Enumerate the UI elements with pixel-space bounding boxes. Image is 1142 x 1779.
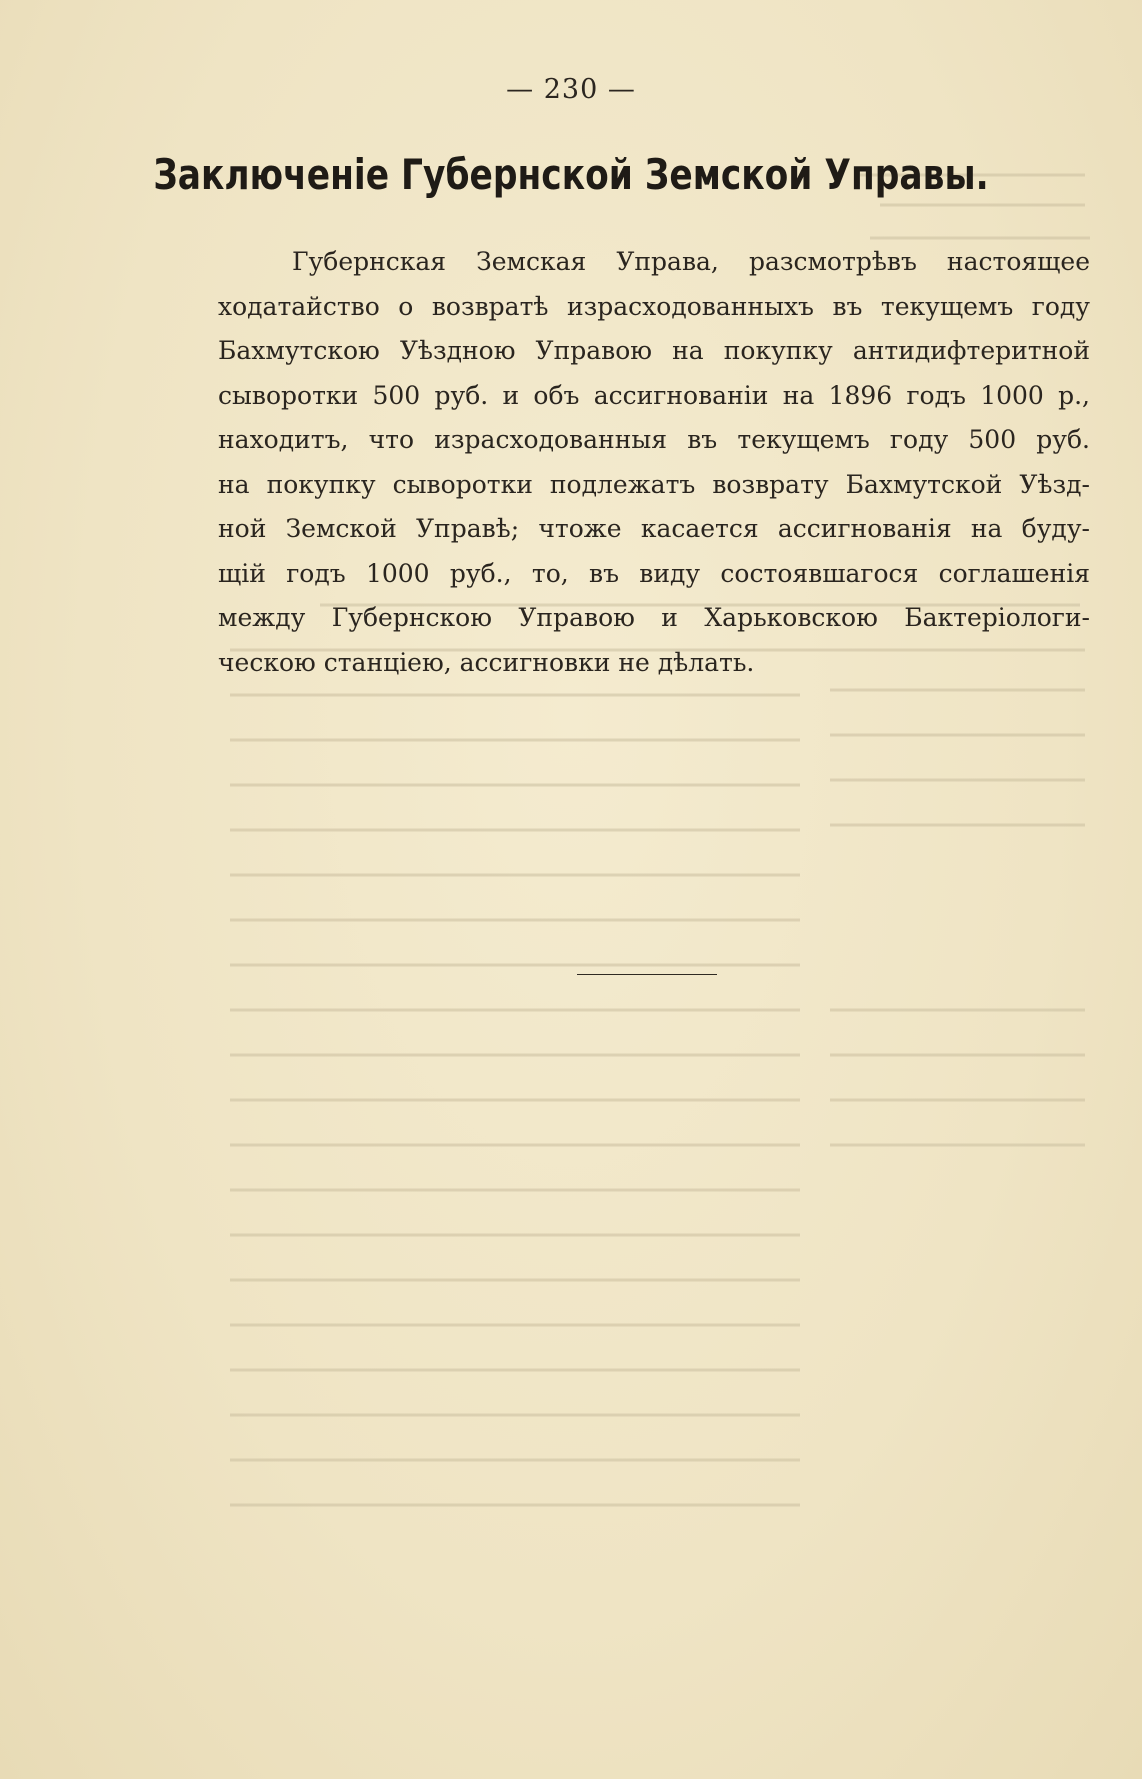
paragraph-line: между Губернскою Управою и Харьковскою Бактеріологи- bbox=[218, 603, 1090, 632]
paragraph-line: на покупку сыворотки подлежатъ возврату Бахмутской Уѣзд- bbox=[218, 469, 1090, 499]
paragraph-line: находитъ, что израсходованныя въ текущемъ году 500 руб. bbox=[218, 425, 1090, 454]
section-heading: Заключеніе Губернской Земской Управы. bbox=[153, 150, 989, 199]
paragraph-line: ной Земской Управѣ; чтоже касается ассигнованія на буду- bbox=[218, 514, 1090, 543]
paragraph-line: Бахмутскою Уѣздною Управою на покупку антидифтеритной bbox=[218, 336, 1090, 365]
paragraph-line: Губернская Земская Управа, разсмотрѣвъ настоящее bbox=[292, 247, 1090, 276]
body-paragraph bbox=[218, 240, 1090, 685]
page-number: — 230 — bbox=[506, 74, 636, 105]
paragraph-line: щій годъ 1000 руб., то, въ виду состоявшагося соглашенія bbox=[218, 558, 1090, 588]
section-divider bbox=[577, 974, 717, 975]
paragraph-line: ходатайство о возвратѣ израсходованныхъ въ текущемъ году bbox=[218, 291, 1090, 321]
paragraph-line: ческою станціею, ассигновки не дѣлать. bbox=[218, 647, 755, 677]
paragraph-line: сыворотки 500 руб. и объ ассигнованіи на 1896 годъ 1000 р., bbox=[218, 380, 1090, 410]
